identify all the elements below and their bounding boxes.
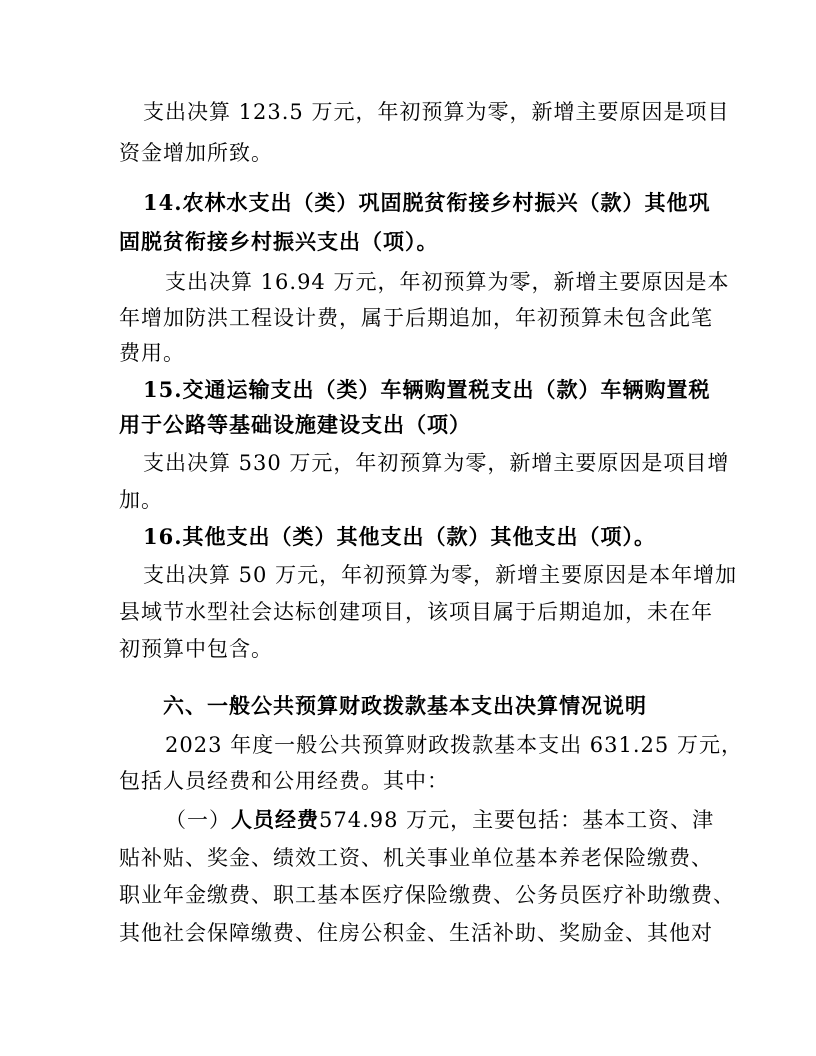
paragraph-line: 县域节水型社会达标创建项目，该项目属于后期追加，未在年	[119, 600, 713, 624]
paragraph-line: 资金增加所致。	[119, 141, 273, 165]
paragraph-line: 支出决算 16.94 万元，年初预算为零，新增主要原因是本	[165, 270, 730, 294]
paragraph-line: 年增加防洪工程设计费，属于后期追加，年初预算未包含此笔	[119, 306, 713, 330]
item-heading: 15.交通运输支出（类）车辆购置税支出（款）车辆购置税	[143, 377, 711, 402]
paragraph-line: 包括人员经费和公用经费。其中：	[119, 769, 449, 793]
item-heading: 16.其他支出（类）其他支出（款）其他支出（项）。	[143, 524, 657, 549]
paragraph-line: 2023 年度一般公共预算财政拨款基本支出 631.25 万元，	[165, 733, 743, 757]
item-heading: 14.农林水支出（类）巩固脱贫衔接乡村振兴（款）其他巩	[143, 190, 711, 215]
paragraph-line: 初预算中包含。	[119, 637, 273, 661]
item-heading: 用于公路等基础设施建设支出（项）	[119, 412, 471, 437]
paragraph-line: 支出决算 530 万元，年初预算为零，新增主要原因是项目增	[143, 451, 730, 475]
section-title: 六、一般公共预算财政拨款基本支出决算情况说明	[163, 694, 647, 718]
personnel-expense-text: 574.98 万元，主要包括：基本工资、津	[319, 808, 715, 832]
item-heading: 固脱贫衔接乡村振兴支出（项）。	[119, 229, 439, 254]
paragraph-line: 费用。	[119, 341, 185, 365]
paragraph-line: 加。	[119, 488, 163, 512]
paragraph-line: 贴补贴、奖金、绩效工资、机关事业单位基本养老保险缴费、	[119, 846, 713, 870]
paragraph-line: 其他社会保障缴费、住房公积金、生活补助、奖励金、其他对	[119, 921, 713, 945]
personnel-expense-term: 人员经费	[231, 807, 319, 832]
paragraph-line: 支出决算 123.5 万元，年初预算为零，新增主要原因是项目	[143, 100, 730, 124]
paragraph-line	[165, 805, 714, 835]
paragraph-line: 职业年金缴费、职工基本医疗保险缴费、公务员医疗补助缴费、	[119, 883, 735, 907]
paragraph-line: 支出决算 50 万元，年初预算为零，新增主要原因是本年增加	[143, 563, 738, 587]
list-marker: （一）	[165, 808, 231, 832]
